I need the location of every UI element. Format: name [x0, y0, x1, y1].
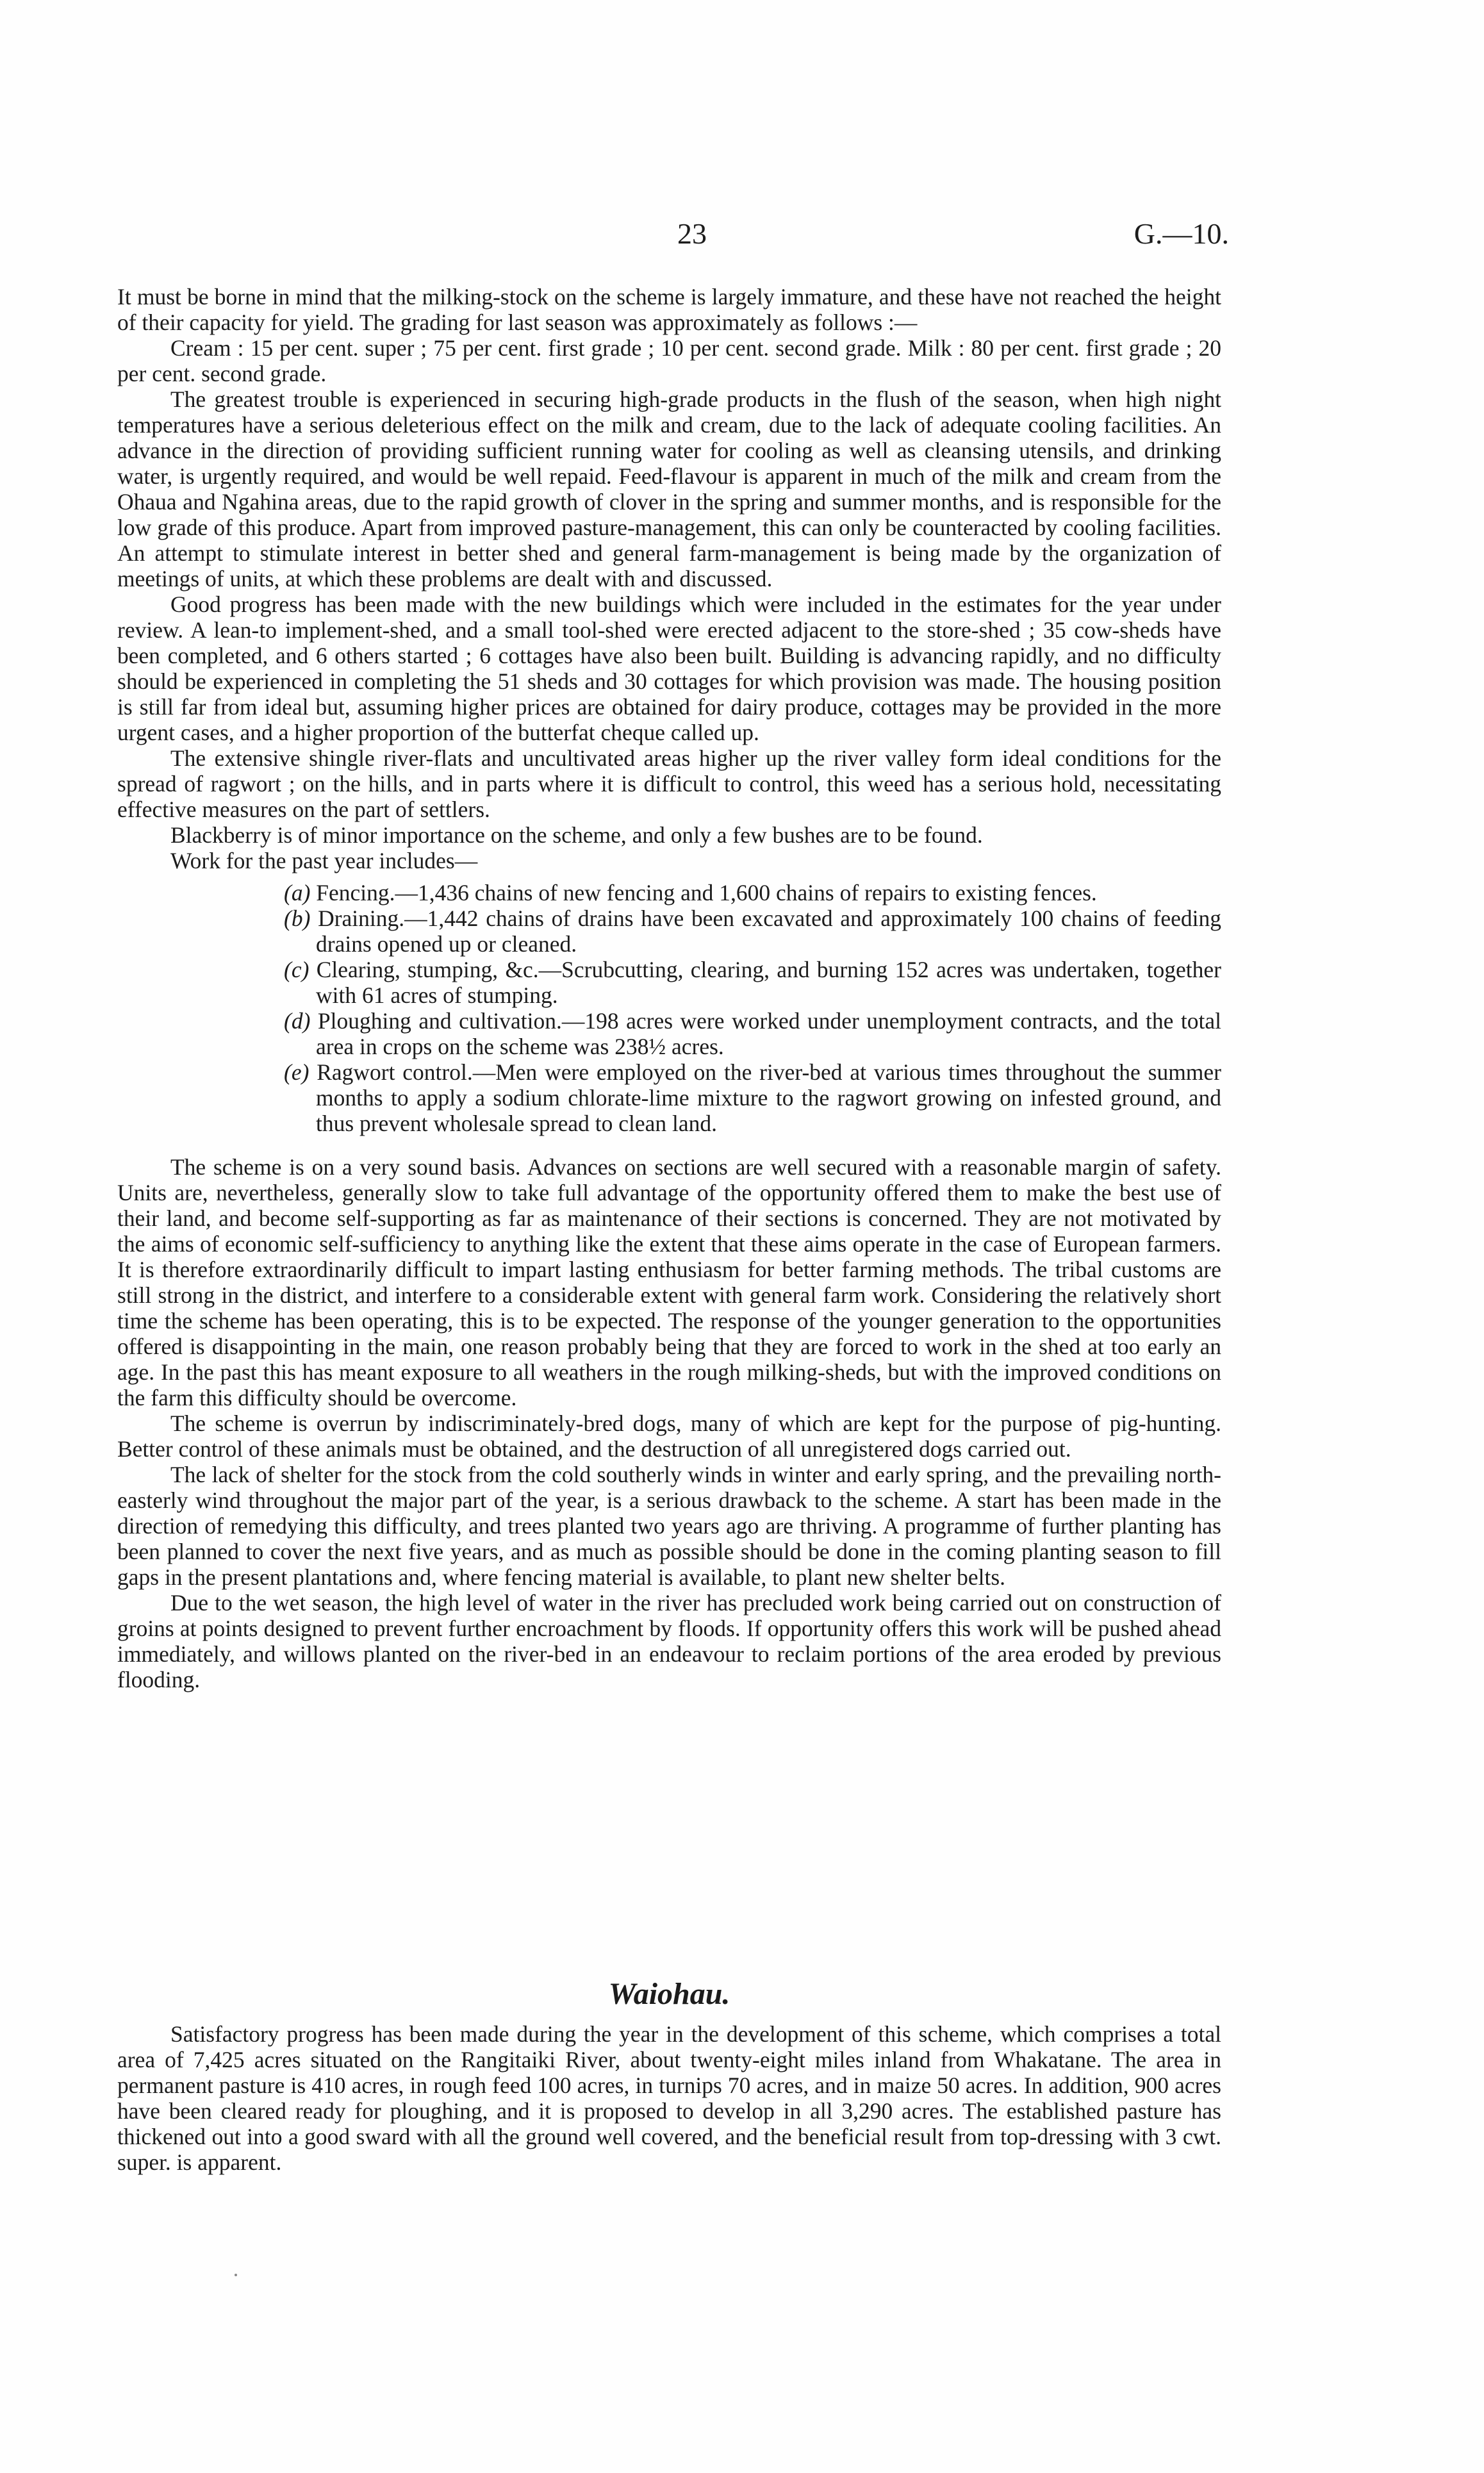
section-heading-waiohau: Waiohau.: [608, 1977, 730, 2011]
work-item-text: Fencing.—1,436 chains of new fencing and 1,600 chains of repairs to existing fences.: [316, 880, 1097, 906]
work-item-letter: (d): [284, 1008, 311, 1034]
paragraph-ragwort: The extensive shingle river-flats and uncultivated areas higher up the river valley form ideal conditions for the spread of ragwort ; on the hills, and in parts where it is difficult to control, this weed has a serious hold, necessitating effective measures on the part of settlers.: [117, 745, 1221, 822]
work-item-letter: (c): [284, 957, 309, 982]
page-number: 23: [677, 217, 707, 250]
paragraph-dogs: The scheme is overrun by indiscriminately-bred dogs, many of which are kept for the purpose of pig-hunting. Better control of these animals must be obtained, and the destruction of all unregistered dogs carried out.: [117, 1410, 1221, 1462]
paragraph-shelter: The lack of shelter for the stock from the cold southerly winds in winter and early spring, and the prevailing north-easterly wind throughout the major part of the year, is a serious drawback to the scheme. A start has been made in the direction of remedying this difficulty, and trees planted two years ago are thriving. A programme of further planting has been planned to cover the next five years, and as much as possible should be done in the coming planting season to fill gaps in the present plantations and, where fencing material is available, to plant new shelter belts.: [117, 1462, 1221, 1590]
work-item-fencing: [117, 880, 1221, 906]
work-item-text: Draining.—1,442 chains of drains have been excavated and approximately 100 chains of feeding drains opened up or cleaned.: [316, 906, 1221, 957]
paragraph-cooling: The greatest trouble is experienced in securing high-grade products in the flush of the season, when high night temperatures have a serious deleterious effect on the milk and cream, due to the lack of adequate cooling facilities. An advance in the direction of providing sufficient running water for cooling as well as cleansing utensils, and drinking water, is urgently required, and would be well repaid. Feed-flavour is apparent in much of the milk and cream from the Ohaua and Ngahina areas, due to the rapid growth of clover in the spring and summer months, and is responsible for the low grade of this produce. Apart from improved pasture-management, this can only be counteracted by cooling facilities. An attempt to stimulate interest in better shed and general farm-management is being made by the organization of meetings of units, at which these problems are dealt with and discussed.: [117, 386, 1221, 591]
paragraph-buildings: Good progress has been made with the new buildings which were included in the estimates for the year under review. A lean-to implement-shed, and a small tool-shed were erected adjacent to the store-shed ; 35 cow-sheds have been completed, and 6 others started ; 6 cottages have also been built. Building is advancing rapidly, and no difficulty should be experienced in completing the 51 sheds and 30 cottages for which provision was made. The housing position is still far from ideal but, assuming higher prices are obtained for dairy produce, cottages may be provided in the more urgent cases, and a higher proportion of the butterfat cheque called up.: [117, 591, 1221, 745]
paragraph-sound-basis: The scheme is on a very sound basis. Advances on sections are well secured with a reasonable margin of safety. Units are, nevertheless, generally slow to take full advantage of the opportunity offered them to make the best use of their land, and become self-supporting as far as maintenance of their sections is concerned. They are not motivated by the aims of economic self-sufficiency to anything like the extent that these aims operate in the case of European farmers. It is therefore extraordinarily difficult to impart lasting enthusiasm for better farming methods. The tribal customs are still strong in the district, and interfere to a considerable extent with general farm work. Considering the relatively short time the scheme has been operating, this is to be expected. The response of the younger generation to the opportunities offered is disappointing in the main, one reason probably being that they are forced to work in the shed at too early an age. In the past this has meant exposure to all weathers in the rough milking-sheds, but with the improved conditions on the farm this difficulty should be overcome.: [117, 1154, 1221, 1410]
waiohau-section: [117, 1975, 1221, 2175]
paragraph-milking-stock: It must be borne in mind that the milking-stock on the scheme is largely immature, and these have not reached the height of their capacity for yield. The grading for last season was approximately as follows :—: [117, 284, 1221, 335]
work-item-ragwort-control: [117, 1059, 1221, 1136]
work-item-draining: [117, 906, 1221, 957]
work-item-text: Ragwort control.—Men were employed on the river-bed at various times throughout the summer months to apply a sodium chlorate-lime mixture to the ragwort growing on infested ground, and thus prevent wholesale spread to clean land.: [316, 1059, 1221, 1136]
work-item-text: Ploughing and cultivation.—198 acres were worked under unemployment contracts, and the total area in crops on the scheme was 238½ acres.: [316, 1008, 1222, 1059]
work-item-letter: (a): [284, 880, 311, 906]
paragraph-work-intro: Work for the past year includes—: [170, 848, 478, 873]
paragraph-waiohau-progress: Satisfactory progress has been made during the year in the development of this scheme, which comprises a total area of 7,425 acres situated on the Rangitaiki River, about twenty-eight miles inland from Whakatane. The area in permanent pasture is 410 acres, in rough feed 100 acres, in turnips 70 acres, and in maize 50 acres. In addition, 900 acres have been cleared ready for ploughing, and it is proposed to develop in all 3,290 acres. The established pasture has thickened out into a good sward with all the ground well covered, and the beneficial result from top-dressing with 3 cwt. super. is apparent.: [117, 2021, 1221, 2175]
scan-speck: [235, 2274, 237, 2276]
work-item-ploughing: [117, 1008, 1221, 1059]
main-report-section: [117, 284, 1221, 1692]
work-item-letter: (b): [284, 906, 311, 931]
work-item-text: Clearing, stumping, &c.—Scrubcutting, clearing, and burning 152 acres was undertaken, together with 61 acres of stumping.: [316, 957, 1221, 1008]
paragraph-blackberry: Blackberry is of minor importance on the scheme, and only a few bushes are to be found.: [170, 822, 983, 848]
paragraph-grading: Cream : 15 per cent. super ; 75 per cent. first grade ; 10 per cent. second grade. Milk : 80 per cent. first grade ; 20 per cent. second grade.: [117, 335, 1221, 386]
work-item-clearing: [117, 957, 1221, 1008]
work-item-letter: (e): [284, 1059, 309, 1085]
work-list: [117, 880, 1221, 1136]
paragraph-flooding: Due to the wet season, the high level of water in the river has precluded work being carried out on construction of groins at points designed to prevent further encroachment by floods. If opportunity offers this work will be pushed ahead immediately, and willows planted on the river-bed in an endeavour to reclaim portions of the area eroded by previous flooding.: [117, 1590, 1221, 1692]
document-reference: G.—10.: [1134, 217, 1229, 250]
